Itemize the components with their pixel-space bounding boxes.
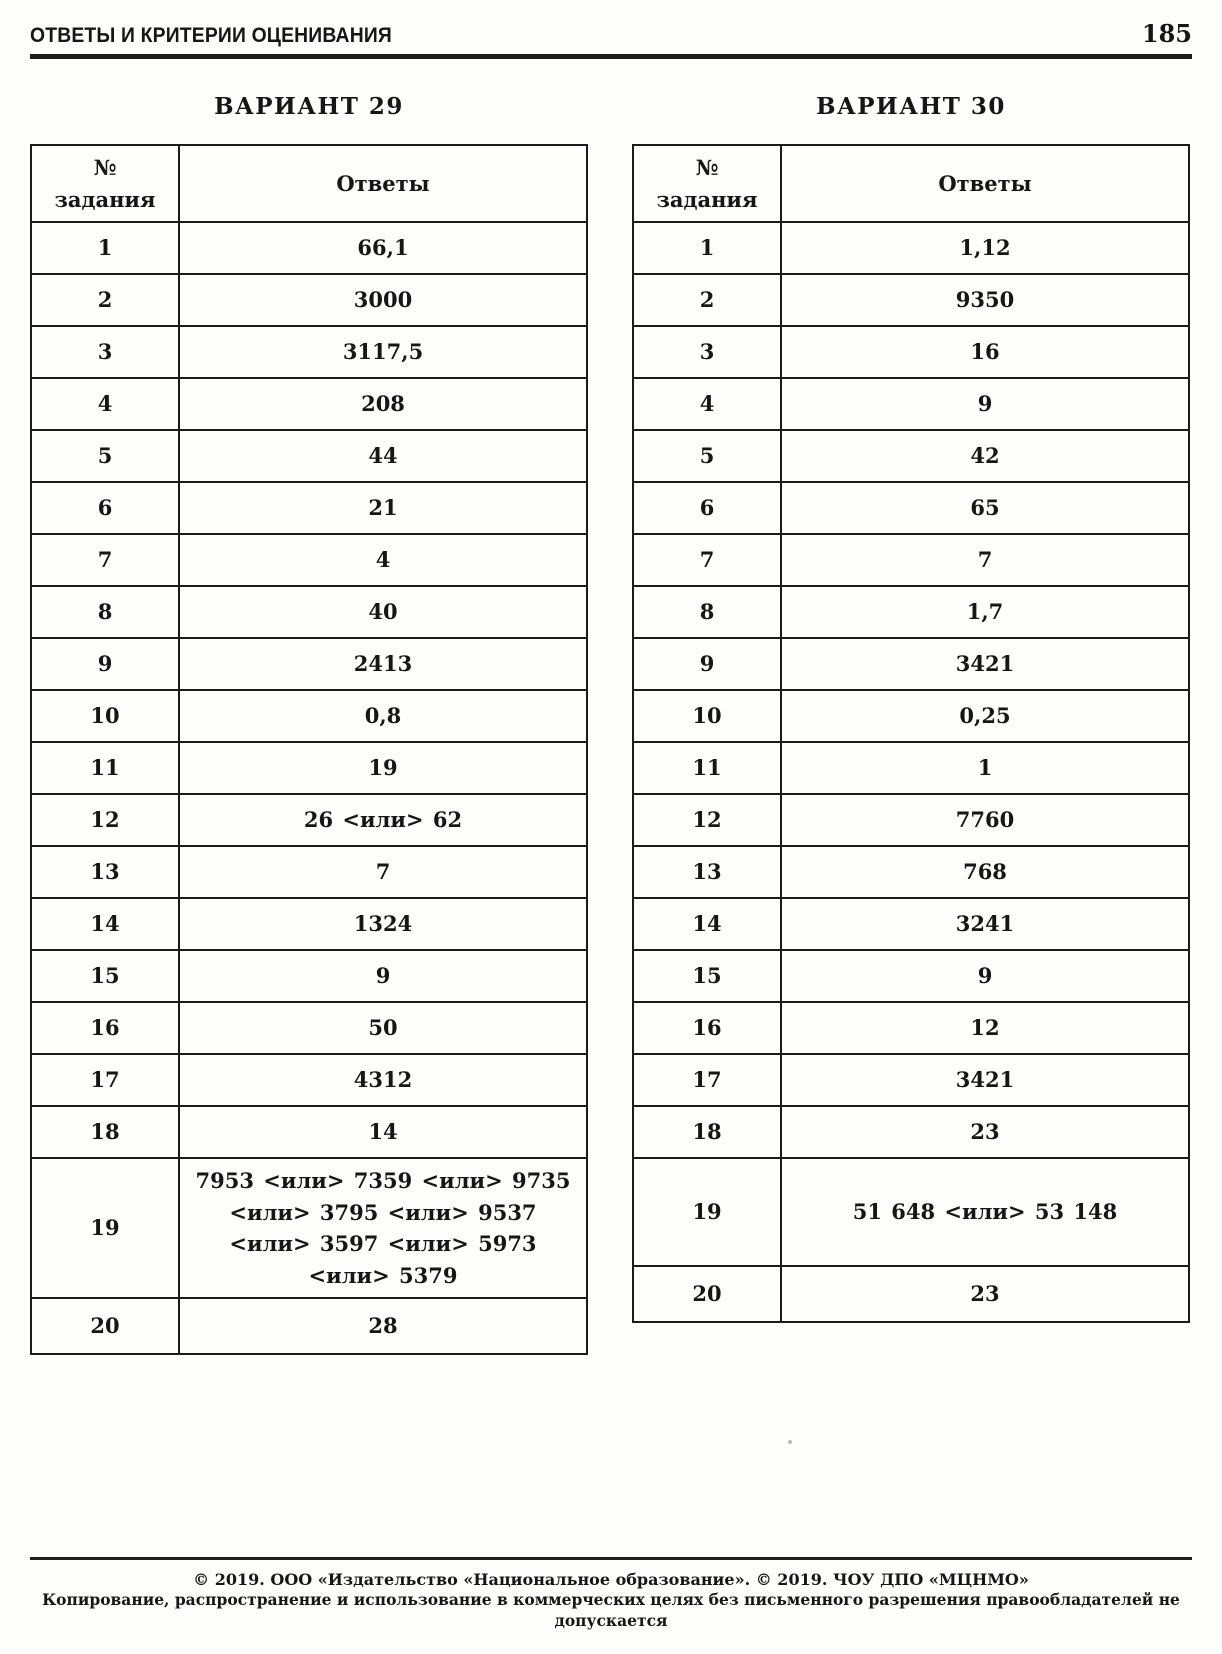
answer-cell: 1	[781, 742, 1189, 794]
task-number-cell: 7	[31, 534, 179, 586]
answer-cell: 1324	[179, 898, 587, 950]
answer-cell: 3421	[781, 638, 1189, 690]
task-number-cell: 11	[31, 742, 179, 794]
table-row	[31, 846, 587, 898]
table-row	[633, 274, 1189, 326]
table-header-row	[31, 145, 587, 222]
table-row	[31, 222, 587, 274]
running-head	[30, 18, 1192, 48]
table-row	[31, 742, 587, 794]
table-row	[633, 378, 1189, 430]
task-number-cell: 6	[31, 482, 179, 534]
answer-cell: 9	[781, 950, 1189, 1002]
task-number-cell: 6	[633, 482, 781, 534]
answer-cell: 44	[179, 430, 587, 482]
table-header-row	[633, 145, 1189, 222]
table-row	[633, 1054, 1189, 1106]
variant-30-title: ВАРИАНТ 30	[816, 93, 1006, 120]
table-row	[31, 482, 587, 534]
answer-cell: 7	[781, 534, 1189, 586]
header-rule	[30, 54, 1192, 59]
table-row	[633, 742, 1189, 794]
task-number-cell: 12	[31, 794, 179, 846]
column-header-task-number: № задания	[31, 145, 179, 222]
table-row	[633, 690, 1189, 742]
task-number-cell: 5	[31, 430, 179, 482]
table-row	[31, 1158, 587, 1298]
task-number-cell: 7	[633, 534, 781, 586]
footer-rule	[30, 1557, 1192, 1560]
table-row	[633, 1158, 1189, 1266]
answer-cell: 21	[179, 482, 587, 534]
task-number-cell: 11	[633, 742, 781, 794]
table-row	[633, 846, 1189, 898]
task-number-cell: 8	[31, 586, 179, 638]
table-row	[31, 1002, 587, 1054]
answer-cell: 12	[781, 1002, 1189, 1054]
task-number-cell: 3	[31, 326, 179, 378]
table-row	[633, 482, 1189, 534]
answer-cell: 2413	[179, 638, 587, 690]
answer-cell: 66,1	[179, 222, 587, 274]
task-number-cell: 5	[633, 430, 781, 482]
table-row	[633, 638, 1189, 690]
table-row	[633, 1106, 1189, 1158]
answer-cell: 40	[179, 586, 587, 638]
task-number-cell: 14	[31, 898, 179, 950]
task-number-cell: 16	[633, 1002, 781, 1054]
task-number-cell: 9	[31, 638, 179, 690]
table-row	[31, 1054, 587, 1106]
task-number-cell: 3	[633, 326, 781, 378]
task-number-cell: 15	[633, 950, 781, 1002]
table-row	[633, 430, 1189, 482]
table-row	[633, 222, 1189, 274]
task-number-cell: 1	[31, 222, 179, 274]
table-row	[31, 586, 587, 638]
task-number-cell: 8	[633, 586, 781, 638]
task-number-cell: 14	[633, 898, 781, 950]
task-number-cell: 9	[633, 638, 781, 690]
answer-cell: 19	[179, 742, 587, 794]
table-row	[31, 638, 587, 690]
answer-cell: 9	[179, 950, 587, 1002]
answer-cell: 768	[781, 846, 1189, 898]
running-head-title: ОТВЕТЫ И КРИТЕРИИ ОЦЕНИВАНИЯ	[30, 24, 392, 47]
answer-cell: 26 <или> 62	[179, 794, 587, 846]
answer-cell: 51 648 <или> 53 148	[781, 1158, 1189, 1266]
page-footer	[30, 1557, 1192, 1632]
answer-cell: 3241	[781, 898, 1189, 950]
footer-restriction: Копирование, распространение и использование в коммерческих целях без письменного разрешения правообладателей не допускается	[42, 1590, 1180, 1631]
table-row	[633, 950, 1189, 1002]
task-number-cell: 18	[31, 1106, 179, 1158]
column-header-answers: Ответы	[781, 145, 1189, 222]
answer-cell: 9	[781, 378, 1189, 430]
answer-cell: 16	[781, 326, 1189, 378]
variant-29-table	[30, 144, 588, 1355]
table-row	[31, 534, 587, 586]
table-row	[31, 1106, 587, 1158]
table-row	[633, 1266, 1189, 1322]
task-number-cell: 4	[633, 378, 781, 430]
answer-cell: 3000	[179, 274, 587, 326]
answer-cell: 65	[781, 482, 1189, 534]
table-row	[633, 1002, 1189, 1054]
table-row	[31, 326, 587, 378]
task-number-cell: 19	[633, 1158, 781, 1266]
task-number-cell: 13	[633, 846, 781, 898]
page-number: 185	[1141, 19, 1192, 48]
task-number-cell: 2	[31, 274, 179, 326]
answer-cell: 3421	[781, 1054, 1189, 1106]
task-number-cell: 13	[31, 846, 179, 898]
task-number-cell: 17	[31, 1054, 179, 1106]
scan-speck	[788, 1440, 792, 1444]
table-row	[31, 794, 587, 846]
answer-cell: 7760	[781, 794, 1189, 846]
table-row	[31, 378, 587, 430]
column-header-task-number: № задания	[633, 145, 781, 222]
task-number-cell: 1	[633, 222, 781, 274]
answer-cell: 28	[179, 1298, 587, 1354]
table-row	[633, 898, 1189, 950]
task-number-cell: 19	[31, 1158, 179, 1298]
table-row	[633, 326, 1189, 378]
answer-cell: 1,12	[781, 222, 1189, 274]
task-number-cell: 10	[31, 690, 179, 742]
column-header-answers: Ответы	[179, 145, 587, 222]
answer-cell: 23	[781, 1266, 1189, 1322]
table-row	[633, 534, 1189, 586]
variant-30-block	[632, 93, 1190, 1355]
table-row	[31, 898, 587, 950]
task-number-cell: 4	[31, 378, 179, 430]
table-row	[633, 586, 1189, 638]
task-number-cell: 16	[31, 1002, 179, 1054]
answer-cell: 7	[179, 846, 587, 898]
task-number-cell: 10	[633, 690, 781, 742]
variant-29-block	[30, 93, 588, 1355]
answer-cell: 7953 <или> 7359 <или> 9735 <или> 3795 <или> 9537 <или> 3597 <или> 5973 <или> 5379	[179, 1158, 587, 1298]
variant-tables-row	[30, 93, 1192, 1355]
task-number-cell: 2	[633, 274, 781, 326]
table-row	[31, 1298, 587, 1354]
variant-30-table	[632, 144, 1190, 1323]
task-number-cell: 15	[31, 950, 179, 1002]
task-number-cell: 17	[633, 1054, 781, 1106]
answer-cell: 208	[179, 378, 587, 430]
answer-cell: 9350	[781, 274, 1189, 326]
answer-cell: 4312	[179, 1054, 587, 1106]
answer-cell: 50	[179, 1002, 587, 1054]
task-number-cell: 12	[633, 794, 781, 846]
answer-cell: 14	[179, 1106, 587, 1158]
answer-cell: 1,7	[781, 586, 1189, 638]
answer-cell: 23	[781, 1106, 1189, 1158]
table-row	[31, 690, 587, 742]
variant-29-title: ВАРИАНТ 29	[214, 93, 404, 120]
task-number-cell: 20	[31, 1298, 179, 1354]
table-row	[31, 274, 587, 326]
answer-cell: 0,25	[781, 690, 1189, 742]
table-row	[31, 950, 587, 1002]
answer-cell: 0,8	[179, 690, 587, 742]
table-row	[633, 794, 1189, 846]
answer-cell: 3117,5	[179, 326, 587, 378]
answer-cell: 4	[179, 534, 587, 586]
table-row	[31, 430, 587, 482]
footer-copyright: © 2019. ООО «Издательство «Национальное образование». © 2019. ЧОУ ДПО «МЦНМО»	[193, 1569, 1029, 1589]
task-number-cell: 18	[633, 1106, 781, 1158]
task-number-cell: 20	[633, 1266, 781, 1322]
answer-cell: 42	[781, 430, 1189, 482]
